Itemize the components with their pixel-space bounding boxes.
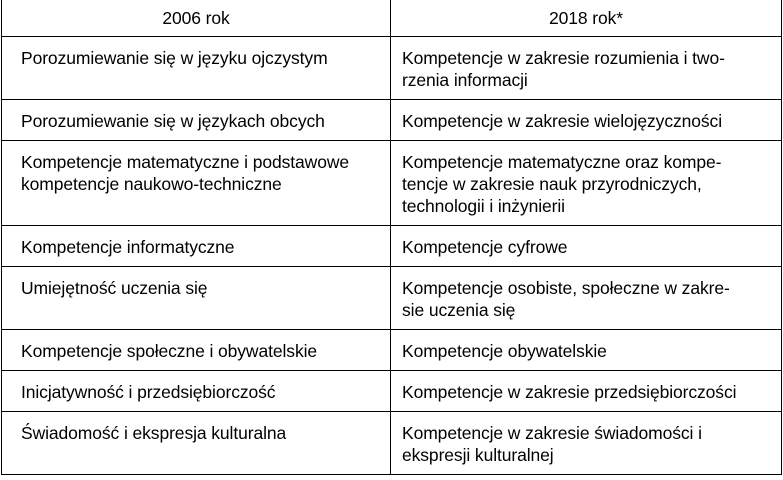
cell-2006 <box>2 371 391 412</box>
cell-2018 <box>391 267 782 330</box>
cell-text: Kompetencje w zakresie wielojęzyczności <box>402 111 722 131</box>
competences-comparison-table <box>1 0 782 475</box>
cell-text: Kompetencje cyfrowe <box>402 237 568 257</box>
table-row <box>2 330 782 371</box>
cell-2018 <box>391 37 782 100</box>
cell-2006 <box>2 330 391 371</box>
cell-2006 <box>2 267 391 330</box>
cell-text: Kompetencje osobiste, społeczne w zakre- sie uczenia się <box>402 278 730 320</box>
table-row <box>2 267 782 330</box>
cell-2006 <box>2 37 391 100</box>
cell-text: Kompetencje w zakresie przedsiębiorczości <box>402 382 737 402</box>
cell-2018 <box>391 100 782 141</box>
column-header-2018: 2018 rok* <box>391 0 782 37</box>
column-header-2006: 2006 rok <box>2 0 391 37</box>
cell-text: Kompetencje w zakresie rozumienia i two- rzenia informacji <box>402 48 725 90</box>
cell-text: Kompetencje informatyczne <box>21 237 235 257</box>
cell-2018 <box>391 141 782 226</box>
cell-text: Porozumiewanie się w języku ojczystym <box>21 48 328 68</box>
table-row <box>2 226 782 267</box>
cell-2006 <box>2 412 391 475</box>
table-row <box>2 371 782 412</box>
cell-2006 <box>2 100 391 141</box>
cell-2018 <box>391 330 782 371</box>
cell-2018 <box>391 412 782 475</box>
cell-text: Umiejętność uczenia się <box>21 278 208 298</box>
table-row <box>2 100 782 141</box>
cell-text: Kompetencje społeczne i obywatelskie <box>21 341 318 361</box>
cell-text: Porozumiewanie się w językach obcych <box>21 111 325 131</box>
cell-text: Inicjatywność i przedsiębiorczość <box>21 382 276 402</box>
cell-text: Kompetencje matematyczne i podstawowe kompetencje naukowo-techniczne <box>21 152 349 194</box>
cell-2018 <box>391 371 782 412</box>
table-header-row <box>2 0 782 37</box>
cell-text: Kompetencje matematyczne oraz kompe- tencje w zakresie nauk przyrodniczych, technologii i inżynierii <box>402 152 722 216</box>
cell-2006 <box>2 226 391 267</box>
cell-2018 <box>391 226 782 267</box>
table-row <box>2 412 782 475</box>
cell-2006 <box>2 141 391 226</box>
cell-text: Kompetencje w zakresie świadomości i ekspresji kulturalnej <box>402 423 702 465</box>
table-row <box>2 141 782 226</box>
cell-text: Świadomość i ekspresja kulturalna <box>21 423 287 443</box>
cell-text: Kompetencje obywatelskie <box>402 341 607 361</box>
table-row <box>2 37 782 100</box>
